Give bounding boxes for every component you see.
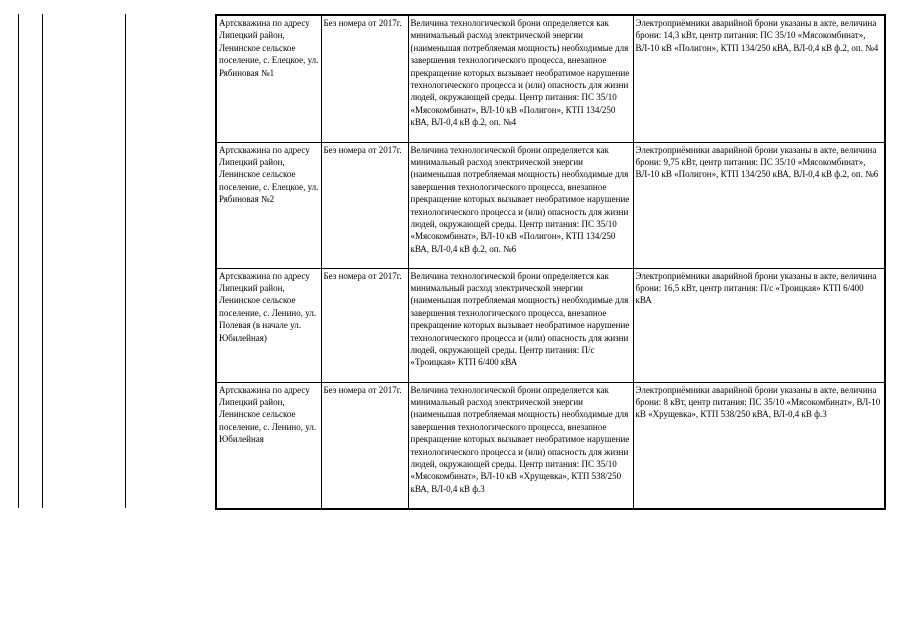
left-margin-line-3 — [125, 14, 126, 508]
reserve-description-cell: Величина технологической брони определяется как минимальный расход электрической энергии (наименьшая потребляемая мощность) необходимые для завершения технологического процесса, внезапное прекращение которых вызывает необратимое нарушение технологического процесса и (или) опасность для жизни людей, окружающей среды. Центр питания: ПС 35/10 «Мясокомбинат», ВЛ-10 кВ «Полигон», КТП 134/250 кВА, ВЛ-0,4 кВ ф.2, оп. №6 — [408, 142, 633, 268]
table-row — [216, 142, 885, 268]
table-row — [216, 268, 885, 382]
act-number-cell: Без номера от 2017г. — [321, 382, 408, 509]
object-address-cell: Артскважина по адресу Липецкий район, Ленинское сельское поселение, с. Ленино, ул. Полевая (в начале ул. Юбилейная) — [216, 268, 321, 382]
reserve-description-cell: Величина технологической брони определяется как минимальный расход электрической энергии (наименьшая потребляемая мощность) необходимые для завершения технологического процесса, внезапное прекращение которых вызывает необратимое нарушение технологического процесса и (или) опасность для жизни людей, окружающей среды. Центр питания: ПС 35/10 «Мясокомбинат», ВЛ-10 кВ «Полигон», КТП 134/250 кВА, ВЛ-0,4 кВ ф.2, оп. №4 — [408, 15, 633, 142]
act-number-cell: Без номера от 2017г. — [321, 142, 408, 268]
left-margin-line-1 — [18, 14, 19, 508]
power-receivers-cell: Электроприёмники аварийной брони указаны в акте, величина брони: 16,5 кВт, центр питания: П/с «Троицкая» КТП 6/400 кВА — [633, 268, 885, 382]
left-margin-line-2 — [42, 14, 43, 508]
object-address-cell: Артскважина по адресу Липецкий район, Ленинское сельское поселение, с. Ленино, ул. Юбилейная — [216, 382, 321, 509]
object-address-cell: Артскважина по адресу Липецкий район, Ленинское сельское поселение, с. Елецкое, ул. Рябиновая №2 — [216, 142, 321, 268]
power-receivers-cell: Электроприёмники аварийной брони указаны в акте, величина брони: 9,75 кВт, центр питания: ПС 35/10 «Мясокомбинат», ВЛ-10 кВ «Полигон», КТП 134/250 кВА, ВЛ-0,4 кВ ф.2, оп. №6 — [633, 142, 885, 268]
reserve-description-cell: Величина технологической брони определяется как минимальный расход электрической энергии (наименьшая потребляемая мощность) необходимые для завершения технологического процесса, внезапное прекращение которых вызывает необратимое нарушение технологического процесса и (или) опасность для жизни людей, окружающей среды. Центр питания: П/с «Троицкая» КТП 6/400 кВА — [408, 268, 633, 382]
table-row — [216, 15, 885, 142]
power-receivers-cell: Электроприёмники аварийной брони указаны в акте, величина брони: 14,3 кВт, центр питания: ПС 35/10 «Мясокомбинат», ВЛ-10 кВ «Полигон», КТП 134/250 кВА, ВЛ-0,4 кВ ф.2, оп. №4 — [633, 15, 885, 142]
act-number-cell: Без номера от 2017г. — [321, 268, 408, 382]
act-number-cell: Без номера от 2017г. — [321, 15, 408, 142]
reserve-description-cell: Величина технологической брони определяется как минимальный расход электрической энергии (наименьшая потребляемая мощность) необходимые для завершения технологического процесса, внезапное прекращение которых вызывает необратимое нарушение технологического процесса и (или) опасность для жизни людей, окружающей среды. Центр питания: ПС 35/10 «Мясокомбинат», ВЛ-10 кВ «Хрущевка», КТП 538/250 кВА, ВЛ-0,4 кВ ф.3 — [408, 382, 633, 509]
table-row — [216, 382, 885, 509]
power-receivers-cell: Электроприёмники аварийной брони указаны в акте, величина брони: 8 кВт, центр питания: ПС 35/10 «Мясокомбинат», ВЛ-10 кВ «Хрущевка», КТП 538/250 кВА, ВЛ-0,4 кВ ф.3 — [633, 382, 885, 509]
object-address-cell: Артскважина по адресу Липецкий район, Ленинское сельское поселение, с. Елецкое, ул. Рябиновая №1 — [216, 15, 321, 142]
emergency-reserve-table — [215, 14, 886, 510]
